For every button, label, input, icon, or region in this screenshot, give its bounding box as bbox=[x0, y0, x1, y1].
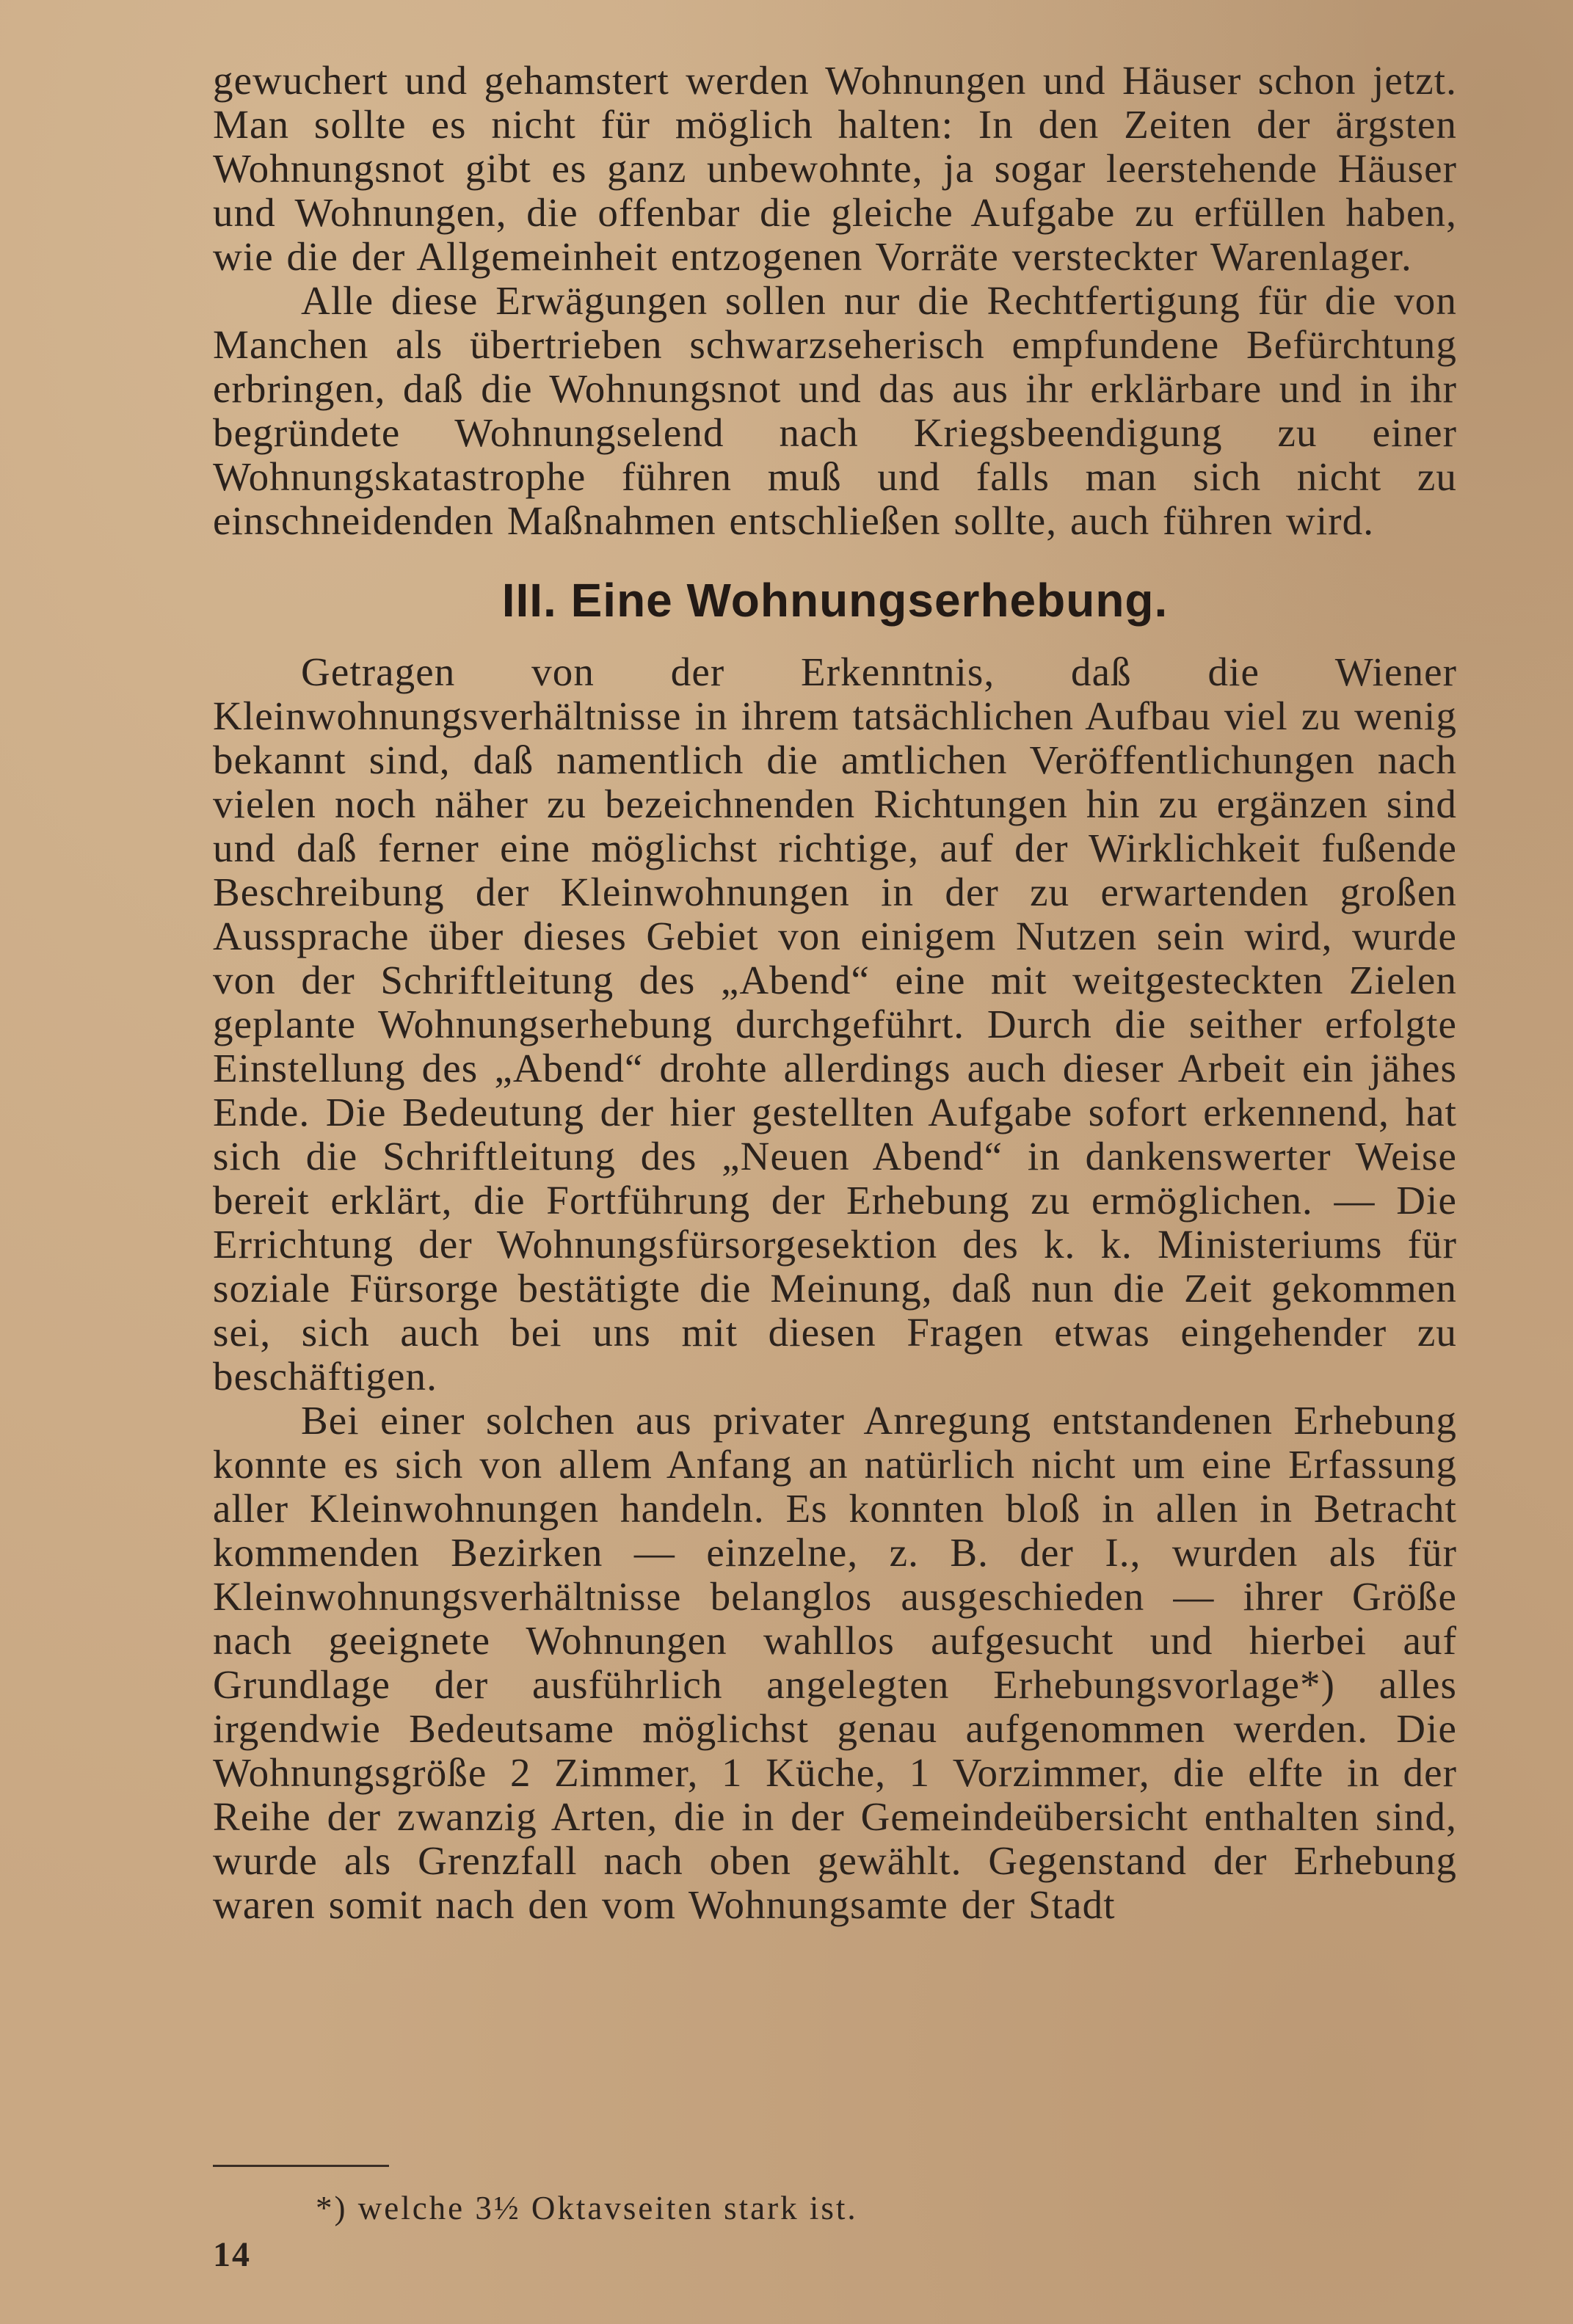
paragraph-erkenntnis: Getragen von der Erkenntnis, daß die Wiener Kleinwohnungsverhältnisse in ihrem tatsächlichen Aufbau viel zu wenig bekannt sind, daß namentlich die amtlichen Veröffentlichungen nach vielen noch näher zu bezeichnenden Richtungen hin zu ergänzen sind und daß ferner eine möglichst richtige, auf der Wirklichkeit fußende Beschreibung der Kleinwohnungen in der zu erwartenden großen Aussprache über dieses Gebiet von einigem Nutzen sein wird, wurde von der Schriftleitung des „Abend“ eine mit weitgesteckten Zielen geplante Wohnungserhebung durchgeführt. Durch die seither erfolgte Einstellung des „Abend“ drohte allerdings auch dieser Arbeit ein jähes Ende. Die Bedeutung der hier gestellten Aufgabe sofort erkennend, hat sich die Schriftleitung des „Neuen Abend“ in dankenswerter Weise bereit erklärt, die Fortführung der Erhebung zu ermöglichen. — Die Errichtung der Wohnungsfürsorgesektion des k. k. Ministeriums für soziale Fürsorge bestätigte die Meinung, daß nun die Zeit gekommen sei, sich auch bei uns mit diesen Fragen etwas eingehender zu beschäftigen. bbox=[213, 649, 1457, 1399]
footnote-divider bbox=[213, 2165, 389, 2167]
page-number: 14 bbox=[213, 2235, 251, 2274]
paragraph-erhebung: Bei einer solchen aus privater Anregung entstandenen Erhebung konnte es sich von allem Anfang an natürlich nicht um eine Erfassung aller Kleinwohnungen handeln. Es konnten bloß in allen in Betracht kommenden Bezirken — einzelne, z. B. der I., wurden als für Kleinwohnungsverhältnisse belanglos ausgeschieden — ihrer Größe nach geeignete Wohnungen wahllos aufgesucht und hierbei auf Grundlage der ausführlich angelegten Erhebungsvorlage*) alles irgendwie Bedeutsame möglichst genau aufgenommen werden. Die Wohnungsgröße 2 Zimmer, 1 Küche, 1 Vorzimmer, die elfte in der Reihe der zwanzig Arten, die in der Gemeindeübersicht enthalten sind, wurde als Grenzfall nach oben gewählt. Gegenstand der Erhebung waren somit nach den vom Wohnungsamte der Stadt bbox=[213, 1398, 1457, 1927]
footnote: *) welche 3½ Oktavseiten stark ist. bbox=[316, 2190, 858, 2226]
page-body bbox=[213, 59, 1457, 1927]
paragraph-erwaegungen: Alle diese Erwägungen sollen nur die Rechtfertigung für die von Manchen als übertrieben schwarzseherisch empfundene Befürchtung erbringen, daß die Wohnungsnot und das aus ihr erklärbare und in ihr begründete Wohnungselend nach Kriegsbeendigung zu einer Wohnungskatastrophe führen muß und falls man sich nicht zu einschneidenden Maßnahmen entschließen sollte, auch führen wird. bbox=[213, 278, 1457, 543]
section-heading: III. Eine Wohnungserhebung. bbox=[501, 574, 1169, 627]
paragraph-continued: gewuchert und gehamstert werden Wohnungen und Häuser schon jetzt. Man sollte es nicht für möglich halten: In den Zeiten der ärgsten Wohnungsnot gibt es ganz unbewohnte, ja sogar leerstehende Häuser und Wohnungen, die offenbar die gleiche Aufgabe zu erfüllen haben, wie die der Allgemeinheit entzogenen Vorräte versteckter Warenlager. bbox=[213, 58, 1457, 279]
